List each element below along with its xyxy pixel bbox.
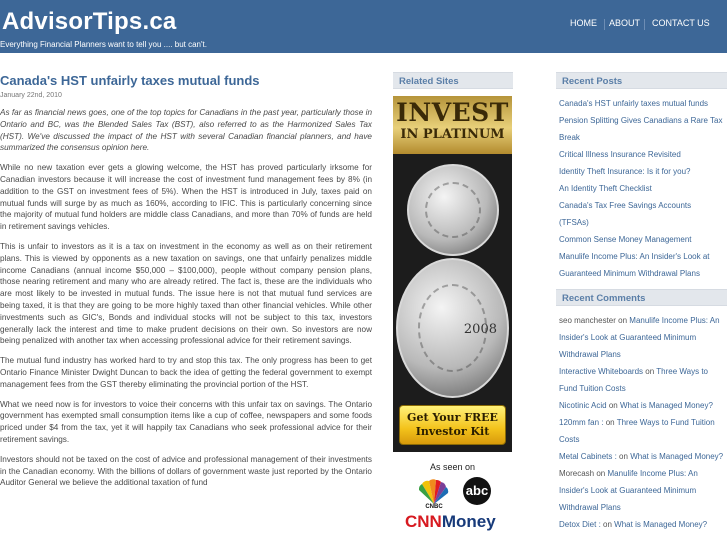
- cnbc-logo-text: CNBC: [425, 504, 443, 510]
- comment-author[interactable]: Detox Diet :: [559, 520, 601, 529]
- cnbc-peacock-icon: [415, 478, 453, 506]
- recent-comments-list: [556, 312, 727, 533]
- nav-home-link[interactable]: HOME: [570, 18, 597, 28]
- comment-author: Morecash: [559, 469, 595, 478]
- comment-post-link[interactable]: Manulife Income Plus: An: [607, 469, 698, 478]
- recent-comment-item: [559, 414, 727, 431]
- nav-about-link[interactable]: ABOUT: [609, 18, 641, 28]
- comment-post-link[interactable]: Fund Tuition Costs: [559, 384, 626, 393]
- recent-comment-item: [559, 431, 727, 448]
- comment-on-label: on: [645, 367, 655, 376]
- coin-year: 2008: [463, 322, 497, 337]
- recent-comment-item: [559, 516, 727, 533]
- comment-post-link[interactable]: What is Managed Money?: [619, 401, 713, 410]
- main-nav: [567, 18, 727, 32]
- comment-author[interactable]: Metal Cabinets :: [559, 452, 617, 461]
- money-logo-text: Money: [441, 512, 496, 531]
- right-sidebar: [556, 72, 727, 533]
- post-paragraph: The mutual fund industry has worked hard to try and stop this tax. The only progress has been to get Ontario Finance Minister Dwight Duncan to back the idea of getting the federal government to exempt management fees from the GST thereby eliminating the provincial portion of the HST.: [0, 356, 372, 389]
- recent-post-link[interactable]: Critical Illness Insurance Revisited: [559, 150, 681, 159]
- comment-on-label: on: [603, 520, 612, 529]
- recent-comment-item: [559, 397, 727, 414]
- comment-post-link[interactable]: Insider's Look at Guaranteed Minimum: [559, 486, 697, 495]
- recent-comment-item: [559, 312, 727, 329]
- recent-comment-item: [559, 346, 727, 363]
- comment-author[interactable]: Interactive Whiteboards: [559, 367, 644, 376]
- comment-post-link[interactable]: Costs: [559, 435, 580, 444]
- nav-divider: [604, 19, 605, 30]
- platinum-ad-banner[interactable]: [393, 96, 512, 542]
- site-logo[interactable]: AdvisorTips.ca: [2, 8, 177, 35]
- abc-logo: abc: [463, 477, 491, 505]
- post-paragraph: This is unfair to investors as it is a tax on investment in the economy as well as on their retirement plans. This is viewed by opponents as a new taxation on savings, one that unfairly penalizes middle income Canadians (annual income $50,000 – $100,000), people without company pension plans, those nearing retirement and many who are already retired. The fact is, these are the individuals who are most likely to be invested in mutual funds. The issue here is not that mutual fund services are being taxed, it is that they are going to be more highly taxed than other financial vehicles. While other investments such as GIC's, Bonds and individual stocks will not be subject to this tax, investors generally lack the interest and time to make prudent decisions on their own. So investors are now being penalized with another tax when accessing professional advice for their retirement savings.: [0, 241, 372, 346]
- related-sites-heading: Related Sites: [393, 72, 513, 89]
- as-seen-on-panel: [393, 452, 512, 542]
- recent-comments-heading: Recent Comments: [556, 289, 727, 306]
- recent-posts-list: [556, 95, 727, 282]
- post-title[interactable]: Canada's HST unfairly taxes mutual funds: [0, 73, 260, 88]
- recent-post-link[interactable]: Manulife Income Plus: An Insider's Look at: [559, 252, 710, 261]
- post-paragraph: What we need now is for investors to voice their concerns with this unfair tax on savings. The Ontario government has exempted small consumption items like a cup of coffee, newspapers and some foods priced under $4 from the tax, yet it will happily tax Canadians who seek professional advice for their retirement savings.: [0, 399, 372, 444]
- recent-comment-item: [559, 448, 727, 465]
- recent-post-link[interactable]: An Identity Theft Checklist: [559, 184, 652, 193]
- comment-post-link[interactable]: Withdrawal Plans: [559, 350, 621, 359]
- post-content: [0, 74, 372, 489]
- recent-comment-item: [559, 380, 727, 397]
- recent-post-link[interactable]: Pension Splitting Gives Canadians a Rare Tax: [559, 116, 723, 125]
- cnnmoney-logo: [405, 512, 505, 532]
- recent-post-link[interactable]: Canada's Tax Free Savings Accounts: [559, 201, 692, 210]
- recent-comment-item: [559, 363, 727, 380]
- ad-cta-line: Get Your FREE: [407, 411, 498, 424]
- site-header: [0, 0, 727, 53]
- recent-comment-item: [559, 465, 727, 482]
- comment-author[interactable]: 120mm fan :: [559, 418, 604, 427]
- ad-header: [393, 96, 512, 154]
- recent-post-link[interactable]: (TFSAs): [559, 218, 589, 227]
- liberty-coin-image: [396, 258, 509, 398]
- as-seen-on-label: As seen on: [429, 462, 476, 472]
- cnn-logo-text: CNN: [405, 512, 442, 531]
- comment-post-link[interactable]: Manulife Income Plus: An: [629, 316, 720, 325]
- recent-post-link[interactable]: Break: [559, 133, 580, 142]
- comment-author[interactable]: Nicotinic Acid: [559, 401, 607, 410]
- comment-author: seo manchester: [559, 316, 616, 325]
- comment-on-label: on: [619, 452, 628, 461]
- comment-on-label: on: [608, 401, 618, 410]
- comment-post-link[interactable]: Three Ways to Fund Tuition: [616, 418, 715, 427]
- recent-comment-item: [559, 482, 727, 499]
- free-investor-kit-button[interactable]: [399, 405, 506, 445]
- eagle-coin-image: [407, 164, 499, 256]
- recent-comment-item: [559, 499, 727, 516]
- ad-subheadline: IN PLATINUM: [400, 127, 505, 142]
- ad-cta-line: Investor Kit: [415, 425, 490, 438]
- comment-post-link[interactable]: What is Managed Money?: [630, 452, 724, 461]
- post-paragraph: Investors should not be taxed on the cost of advice and professional management of their investments in the Canadian economy. With the billions of dollars of government waste just reported by the Ontario Auditor General we believe the additional taxation of fund: [0, 454, 372, 488]
- comment-post-link[interactable]: Insider's Look at Guaranteed Minimum: [559, 333, 697, 342]
- recent-post-link[interactable]: Guaranteed Minimum Withdrawal Plans: [559, 269, 700, 278]
- comment-post-link[interactable]: Withdrawal Plans: [559, 503, 621, 512]
- recent-posts-heading: Recent Posts: [556, 72, 727, 89]
- recent-comment-item: [559, 329, 727, 346]
- post-date: January 22nd, 2010: [0, 92, 62, 99]
- nav-contact-link[interactable]: CONTACT US: [652, 18, 710, 28]
- recent-post-link[interactable]: Canada's HST unfairly taxes mutual funds: [559, 99, 709, 108]
- related-sites: [393, 72, 513, 542]
- recent-post-link[interactable]: Identity Theft Insurance: Is it for you?: [559, 167, 691, 176]
- ad-headline: INVEST: [396, 98, 509, 127]
- comment-post-link[interactable]: What is Managed Money?: [614, 520, 708, 529]
- recent-post-link[interactable]: Common Sense Money Management: [559, 235, 692, 244]
- comment-on-label: on: [605, 418, 615, 427]
- post-paragraph: While no new taxation ever gets a glowing welcome, the HST has proved particularly irksome for Canadian investors because it will increase the cost of investment fund management fees by 8% (in addition to the GST on investment fees of 5%). When the HST is introduced in July, taxes paid on mutual funds will surge by as much as 160%, according to IFIC. This is particularly concerning since the majority of mutual fund holders are middle class Canadians, and more than 70% of funds are held in retirement savings vehicles.: [0, 163, 372, 232]
- comment-on-label: on: [618, 316, 628, 325]
- comment-on-label: on: [596, 469, 606, 478]
- comment-post-link[interactable]: Three Ways to: [656, 367, 708, 376]
- nav-divider: [644, 19, 645, 30]
- site-tagline: Everything Financial Planners want to tell you .... but can't.: [0, 40, 207, 49]
- post-intro: As far as financial news goes, one of the top topics for Canadians in the past year, particularly those in Ontario and BC, was the Blended Sales Tax (BST), also referred to as the Harmonized Sales Tax (HST). We've discussed the impact of the HST with several Canadian financial planners, and have summarized the consensus opinion here.: [0, 108, 372, 153]
